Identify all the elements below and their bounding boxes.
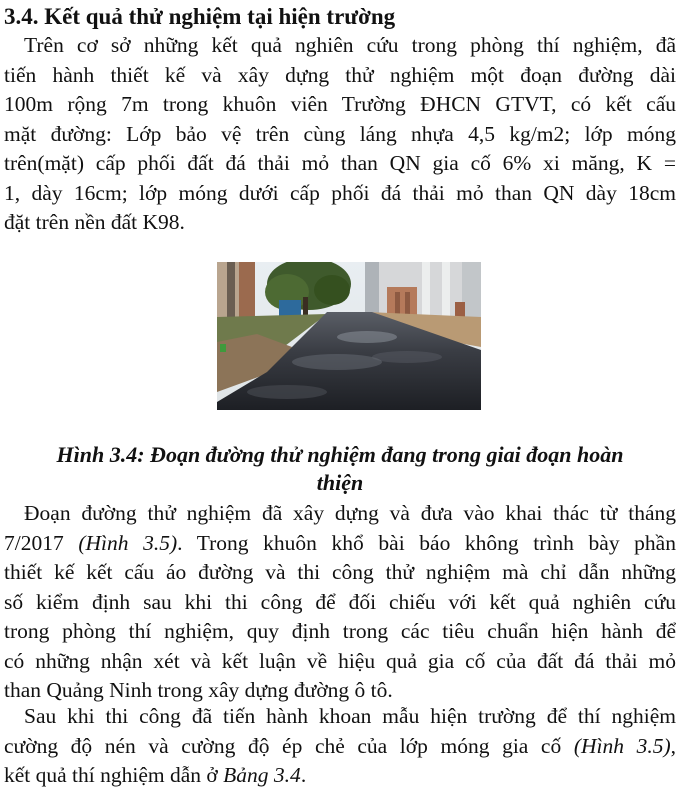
table-reference: Bảng 3.4 [223,763,301,787]
figure-reference: (Hình 3.5) [78,530,178,555]
text-line: đặt trên nền đất K98. [4,210,185,234]
text-line: 1, dày 16cm; lớp móng dưới cấp phối đá thải mỏ than QN dày 18cm [4,180,676,205]
road-photo [217,262,481,410]
text-line: mặt đường: Lớp bảo vệ trên cùng láng nhựa 4,5 kg/m2; lớp móng [4,121,676,146]
paragraph-construction [4,499,676,706]
text-line: có những nhận xét và kết luận về hiệu quả gia cố của đất đá thải mỏ [4,648,676,673]
text-line: tiến hành thiết kế và xây dựng thử nghiệm một đoạn đường dài [4,62,676,87]
text-line [4,732,676,762]
text-line: Sau khi thi công đã tiến hành khoan mẫu hiện trường để thí nghiệm [24,704,676,728]
text-line: thiết kế kết cấu áo đường và thi công thử nghiệm mà chỉ dẫn những [4,560,676,584]
text-line: than Quảng Ninh trong xây dựng đường ô tô. [4,678,393,702]
text-line [4,761,676,791]
text-line: trên(mặt) cấp phối đất đá thải mỏ than QN gia cố 6% xi măng, K = [4,151,676,175]
text-line: Trên cơ sở những kết quả nghiên cứu trong phòng thí nghiệm, đã [24,33,676,57]
caption-line: thiện [316,470,364,495]
paragraph-testing [4,702,676,791]
text-fragment: , [670,733,676,758]
section-heading: 3.4. Kết quả thử nghiệm tại hiện trường [4,4,396,29]
text-fragment: . Trong khuôn khổ bài báo không trình bày phần [177,530,676,555]
road-photo-illustration [217,262,481,410]
text-line: trong phòng thí nghiệm, quy định trong các tiêu chuẩn hiện hành để [4,619,676,643]
text-fragment: 7/2017 [4,530,79,555]
text-line: số kiểm định sau khi thi công để đối chiếu với kết quả nghiên cứu [4,589,676,614]
text-fragment: kết quả thí nghiệm dẫn ở [4,763,224,787]
figure-reference: (Hình 3.5) [573,733,671,758]
text-fragment: . [300,763,307,787]
figure-caption [0,441,680,497]
text-fragment: cường độ nén và cường độ ép chẻ của lớp móng gia cố [4,733,574,758]
text-line: Đoạn đường thử nghiệm đã xây dựng và đưa vào khai thác từ tháng [24,501,676,525]
text-line [4,529,676,559]
paragraph-intro [4,31,676,238]
caption-line: Hình 3.4: Đoạn đường thử nghiệm đang trong giai đoạn hoàn [56,442,624,467]
text-line: 100m rộng 7m trong khuôn viên Trường ĐHCN GTVT, có kết cấu [4,92,676,116]
